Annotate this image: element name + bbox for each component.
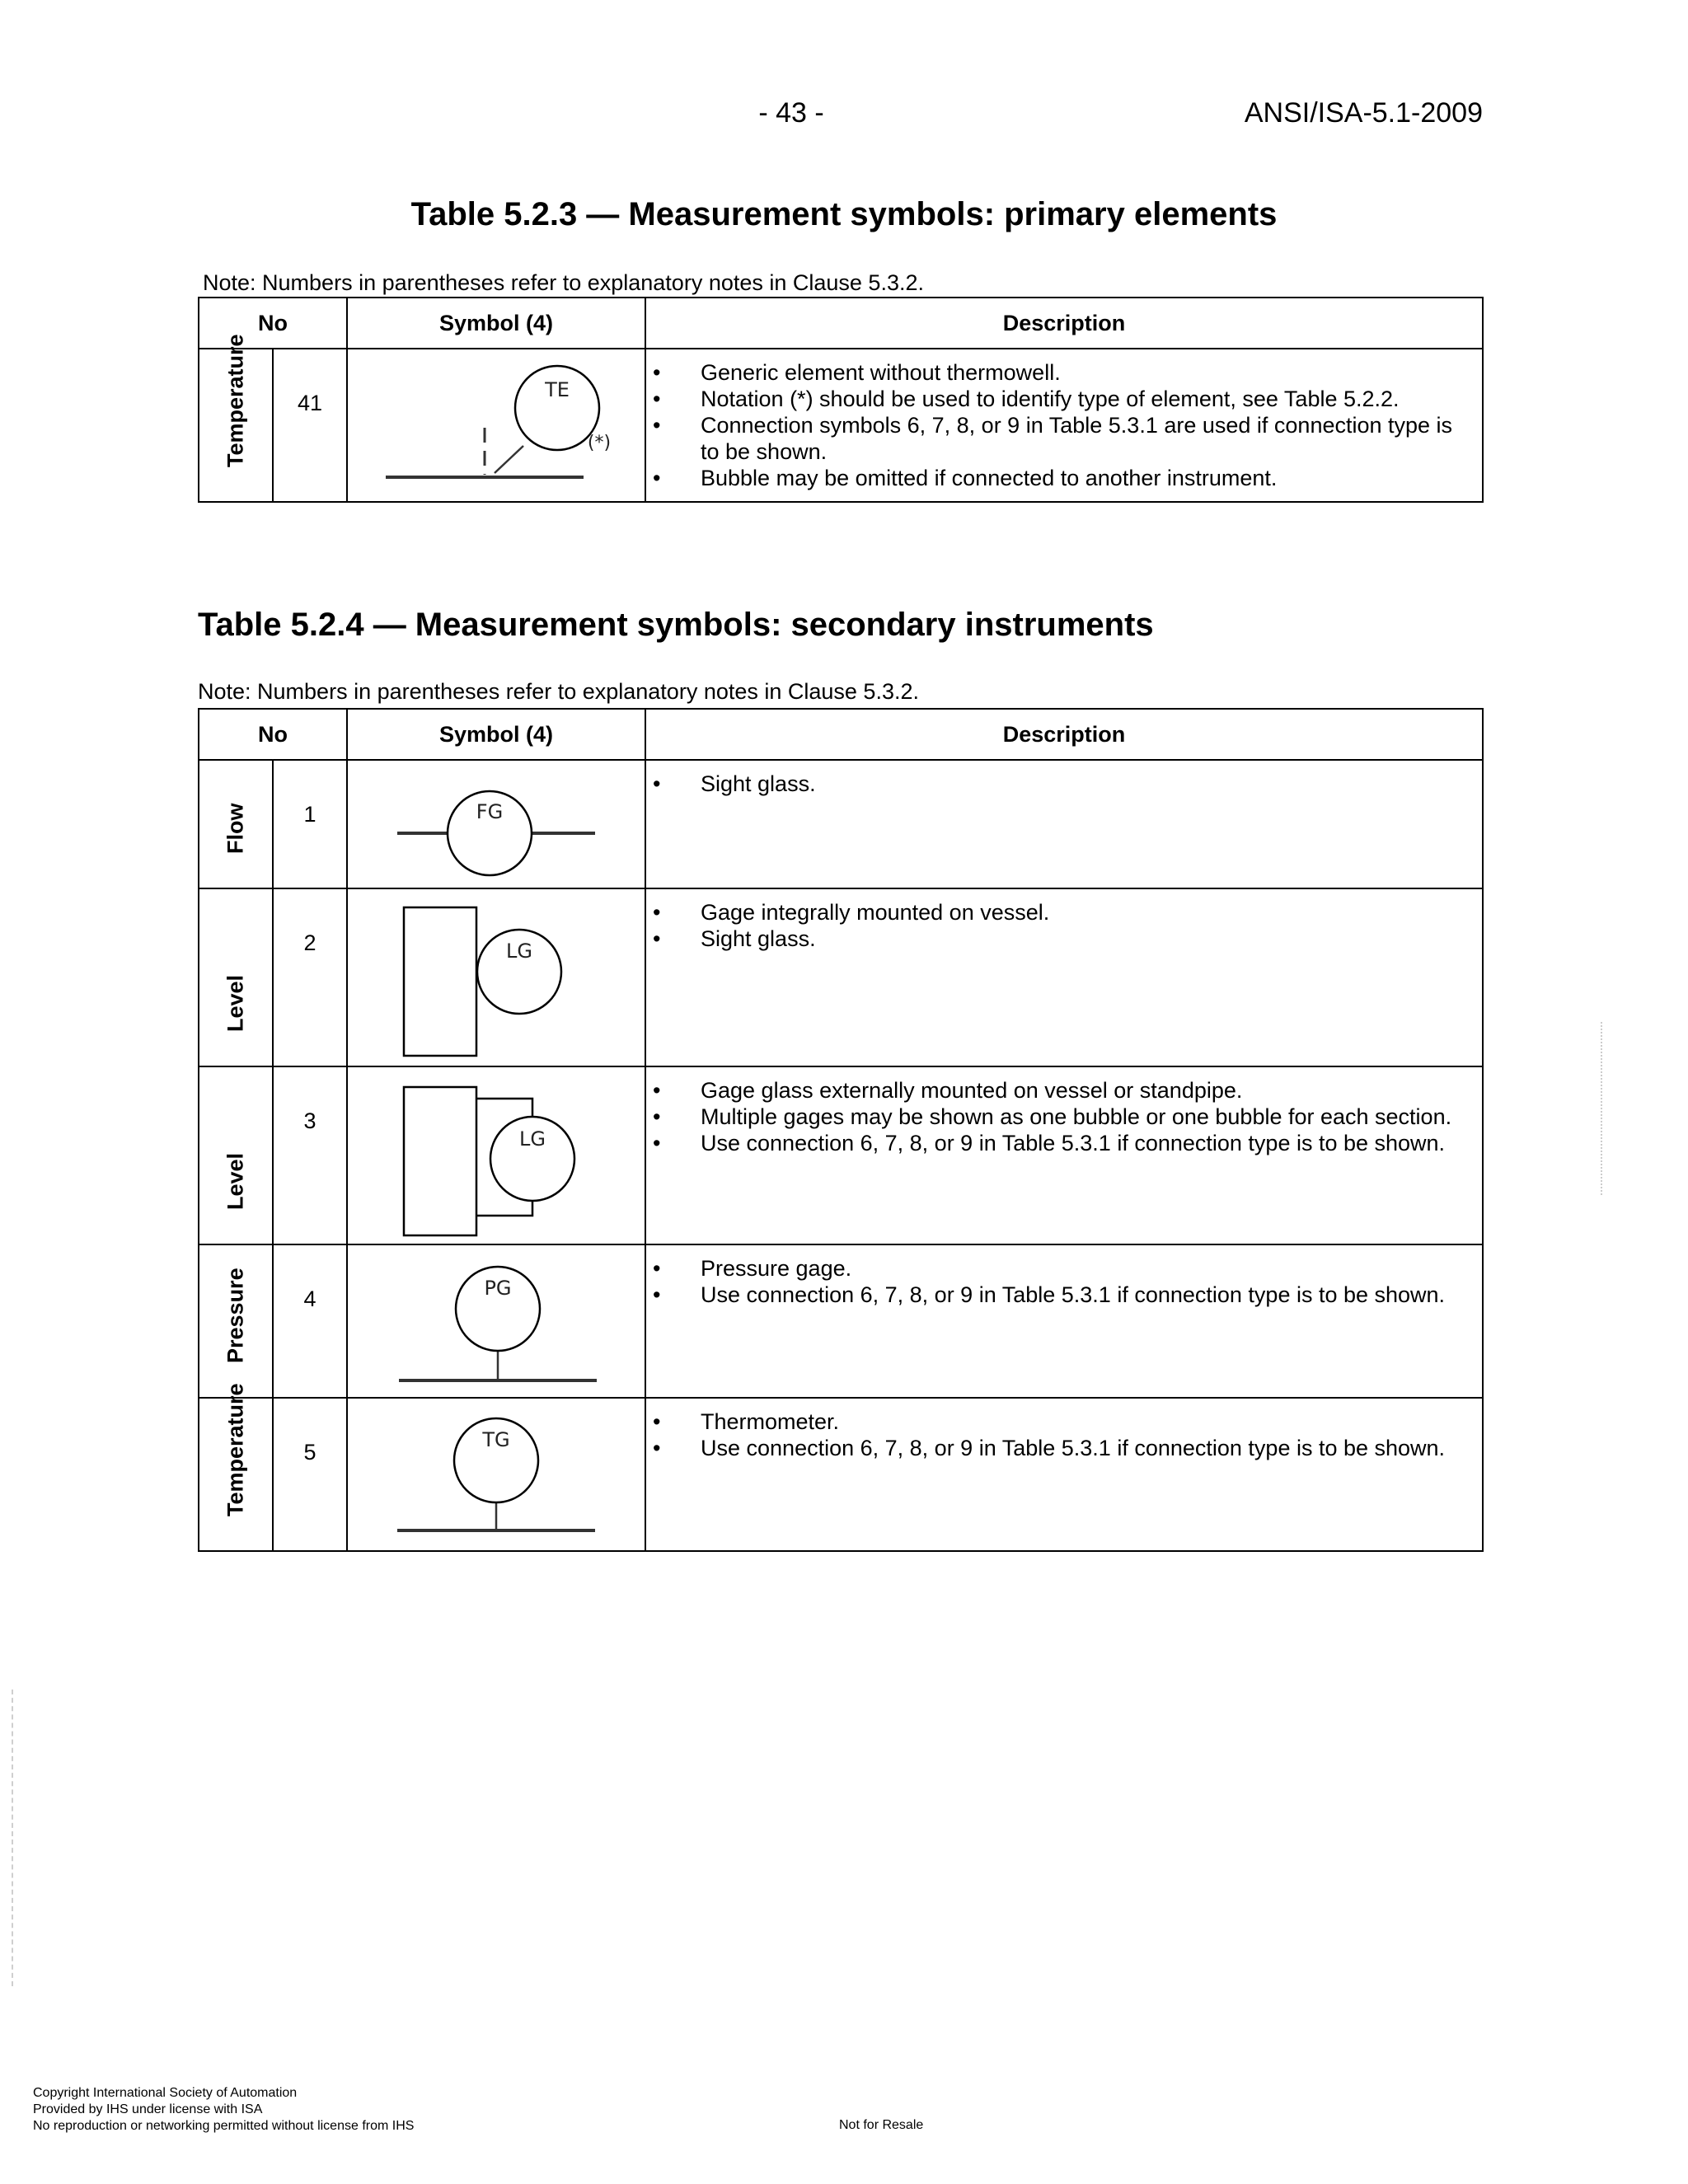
table1-header-row [199,298,1483,349]
description-item: • Use connection 6, 7, 8, or 9 in Table 5.3.1 if connection type is to be shown. [646,1435,1477,1461]
column-header-description: Description [645,709,1483,760]
description-item: • Use connection 6, 7, 8, or 9 in Table 5.3.1 if connection type is to be shown. [646,1282,1477,1308]
column-header-symbol: Symbol (4) [347,298,645,349]
description-item: • Sight glass. [646,926,1477,952]
number-cell [273,760,347,888]
column-header-description: Description [645,298,1483,349]
symbol-tag: TE [545,378,570,401]
table2-note: Note: Numbers in parentheses refer to explanatory notes in Clause 5.3.2. [198,679,919,704]
row-number: 4 [303,1286,316,1311]
number-cell [273,1066,347,1244]
table-row [199,1244,1483,1398]
category-label: Temperature [223,334,248,467]
row-number: 5 [303,1440,316,1465]
row-number: 2 [303,930,316,955]
symbol-cell [347,1244,645,1398]
symbol-cell [347,1066,645,1244]
symbol-tag: TG [482,1428,510,1451]
row-number: 41 [297,391,323,415]
symbol-cell [347,1398,645,1551]
pressure-gage-symbol [348,1245,645,1399]
description-cell [645,1244,1483,1398]
description-list [646,1067,1482,1156]
number-cell [273,349,347,502]
description-list [646,761,1482,797]
number-cell [273,888,347,1066]
description-list [646,1399,1482,1461]
description-cell [645,349,1483,502]
scan-margin-mark [1601,1022,1606,1195]
table2 [198,708,1484,1552]
column-header-no: No [199,709,347,760]
symbol-tag: PG [484,1277,512,1300]
description-item: • Gage glass externally mounted on vessel or standpipe. [646,1077,1477,1104]
table1 [198,297,1484,503]
category-cell [199,760,273,888]
row-number: 3 [303,1108,316,1133]
table-row [199,1398,1483,1551]
column-header-no: No [199,298,347,349]
description-item: • Generic element without thermowell. [646,359,1477,386]
footer-line: Copyright International Society of Automation [33,2086,298,2100]
category-cell [199,334,273,502]
description-item: • Thermometer. [646,1408,1477,1435]
description-item: • Bubble may be omitted if connected to another instrument. [646,465,1477,491]
page-number: - 43 - [758,97,824,129]
description-item: • Gage integrally mounted on vessel. [646,899,1477,926]
category-cell [199,1383,273,1551]
description-cell [645,760,1483,888]
symbol-tag: LG [519,1127,546,1151]
table1-title: Table 5.2.3 — Measurement symbols: primary elements [410,196,1278,232]
symbol-cell [347,349,645,502]
table1-note: Note: Numbers in parentheses refer to explanatory notes in Clause 5.3.2. [203,270,924,295]
table2-title: Table 5.2.4 — Measurement symbols: secondary instruments [198,607,1154,643]
column-header-symbol: Symbol (4) [347,709,645,760]
temperature-element-symbol [348,349,645,503]
not-for-resale-label: Not for Resale [839,2118,924,2132]
number-cell [273,1244,347,1398]
level-gage-integral-symbol [348,889,645,1067]
footer-line: Provided by IHS under license with ISA [33,2102,263,2116]
category-label: Flow [223,803,248,854]
level-gage-external-symbol [348,1067,645,1245]
description-item: • Notation (*) should be used to identify type of element, see Table 5.2.2. [646,386,1477,412]
number-cell [273,1398,347,1551]
description-list [646,1245,1482,1308]
symbol-cell [347,760,645,888]
table-row [199,888,1483,1066]
category-label: Level [223,1152,248,1210]
description-list [646,349,1482,491]
description-cell [645,888,1483,1066]
description-item: • Multiple gages may be shown as one bubble or one bubble for each section. [646,1104,1477,1130]
row-number: 1 [303,802,316,827]
description-list [646,889,1482,952]
thermometer-symbol [348,1399,645,1552]
table2-header-row [199,709,1483,760]
symbol-cell [347,888,645,1066]
category-cell [199,1244,273,1398]
table-row [199,760,1483,888]
description-item: • Pressure gage. [646,1255,1477,1282]
document-id: ANSI/ISA-5.1-2009 [1244,97,1483,129]
table-row [199,349,1483,502]
category-label: Temperature [223,1383,248,1516]
description-cell [645,1398,1483,1551]
category-cell [199,1066,273,1244]
description-cell [645,1066,1483,1244]
description-item: • Use connection 6, 7, 8, or 9 in Table 5.3.1 if connection type is to be shown. [646,1130,1477,1156]
description-item: • Sight glass. [646,771,1477,797]
category-label: Level [223,974,248,1032]
description-item: • Connection symbols 6, 7, 8, or 9 in Table 5.3.1 are used if connection type is to be shown. [646,412,1477,465]
symbol-tag: FG [476,800,504,823]
table-row [199,1066,1483,1244]
symbol-notation: (*) [587,433,612,453]
copyright-footer [33,2085,414,2135]
symbol-tag: LG [506,940,532,963]
category-label: Pressure [223,1268,248,1363]
sight-glass-flow-symbol [348,761,645,889]
scan-margin-mark [12,1690,26,1986]
category-cell [199,888,273,1066]
footer-line: No reproduction or networking permitted without license from IHS [33,2119,415,2133]
